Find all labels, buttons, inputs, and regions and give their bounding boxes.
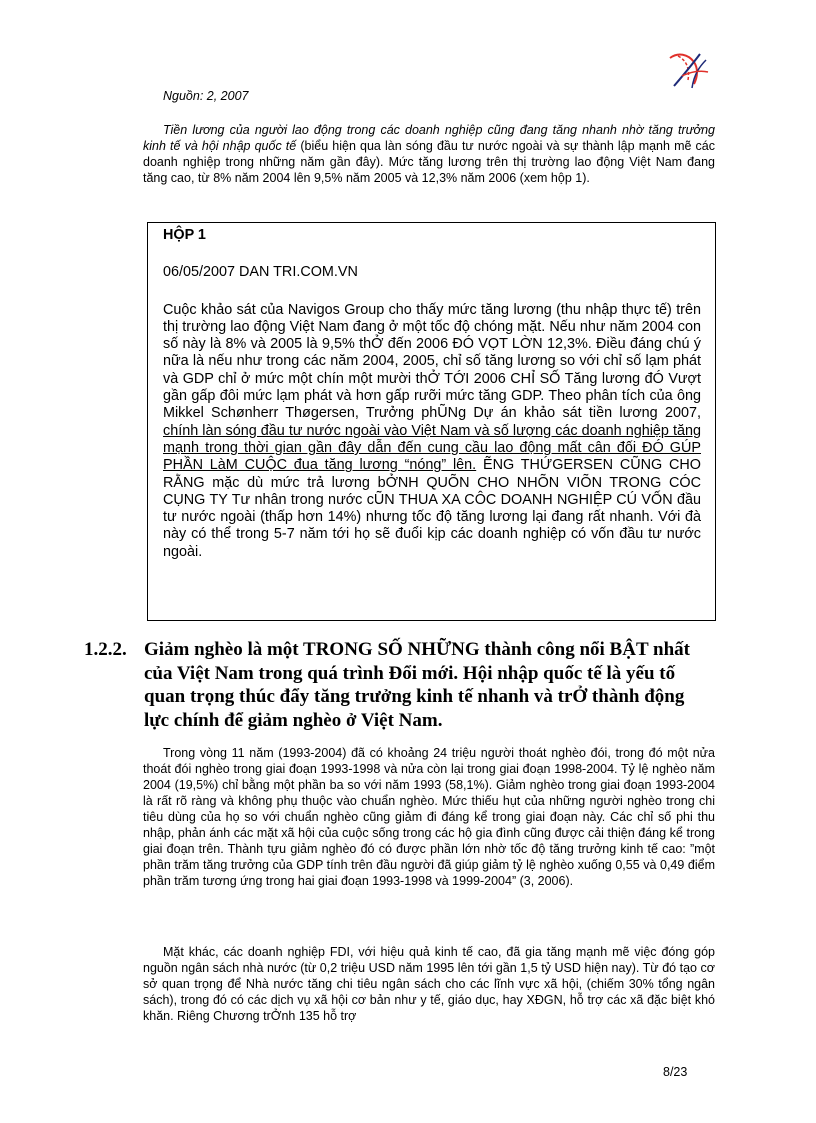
logo-icon xyxy=(664,50,712,92)
intro-rest: (biểu hiện qua làn sóng đầu tư nước ngoài và sự thành lập mạnh mẽ các doanh nghiệp trong những năm gần đây). Mức tăng lương trên thị trường lao động Việt Nam đang tăng cao, từ 8% năm 2004 lên 9,5% năm 2005 và 12,3% năm 2006 (xem hộp 1). xyxy=(143,139,715,185)
box-body xyxy=(163,302,701,561)
box-body-start: Cuộc khảo sát của Navigos Group cho thấy mức tăng lương (thu nhập thực tế) trên thị trường lao động Việt Nam đang ở một tốc độ chóng mặt. Nếu như năm 2004 con số này là 8% và 2005 là 9,5% thỞ đến 2006 ĐÓ VỌT LỜN 12,3%. Điều đáng chú ý nữa là nếu như trong các năm 2004, 2005, chỉ số tăng lương so với chỉ số lạm phát và GDP chỉ ở mức một chín một mười thỞ TỚI 2006 CHỈ SỐ Tăng lương đÓ Vượt gần gấp đôi mức lạm phát và hơn gấp rưỡi mức tăng GDP. Theo phân tích của ông Mikkel Schønherr Thøgersen, Trưởng phŨNg Dự án khảo sát tiền lương 2007, xyxy=(163,301,701,422)
body-paragraph-1: Trong vòng 11 năm (1993-2004) đã có khoảng 24 triệu người thoát nghèo đói, trong đó một nửa thoát đói nghèo trong giai đoạn 1993-1998 và nửa còn lại trong giai đoạn 1998-2004. Tỷ lệ nghèo năm 2004 (19,5%) chỉ bằng một phần ba so với năm 1993 (58,1%). Giảm nghèo trong giai đoạn 1993-2004 là rất rõ ràng và không phụ thuộc vào chuẩn nghèo. Mức thiếu hụt của những người nghèo trong chi tiêu dùng của họ so với chuẩn nghèo cũng giảm đi đáng kể trong giai đoạn này. Các chỉ số phi thu nhập, phản ánh các mặt xã hội của cuộc sống trong các hộ gia đình cũng được cải thiện đáng kể trong giai đoạn trên. Thành tựu giảm nghèo đó có được phần lớn nhờ tốc độ tăng trưởng kinh tế cao: ”một phần trăm tăng trưởng của GDP tính trên đầu người đã giúp giảm tỷ lệ nghèo xuống 0,55 và 0,49 điểm phần trăm tương ứng trong hai giai đoạn 1993-1998 và 1999-2004” (3, 2006). xyxy=(143,746,715,888)
box-body-underlined: chính làn sóng đầu tư nước ngoài vào Việt Nam và số lượng các doanh nghiệp tăng mạnh trong thời gian gần đây dẫn đến cung cầu lao động mất cân đối ĐÓ GÚP PHẦN LàM CUỘC đua tăng lương “nóng” lên. xyxy=(163,422,701,474)
section-heading xyxy=(84,638,719,732)
heading-line-4: lực chính để giảm nghèo ở Việt Nam. xyxy=(144,709,443,731)
intro-italic: Tiền lương của người lao động trong các doanh nghiệp cũng đang tăng nhanh nhờ tăng trưởng kinh tế và hội nhập quốc tế xyxy=(143,123,715,153)
intro-paragraph xyxy=(143,122,715,186)
source-citation: Nguồn: 2, 2007 xyxy=(163,89,249,103)
heading-line-3: quan trọng thúc đẩy tăng trưởng kinh tế nhanh và trỞ thành động xyxy=(144,686,685,708)
box-date: 06/05/2007 DAN TRI.COM.VN xyxy=(163,264,358,281)
box-body-end: ẼNG THỨGERSEN CŨNG CHO RẰNG mặc dù mức trả lương bỞNH QUÕN CHO NHÕN VIÕN TRONG CÓC CỤNG TY Tư nhân trong nước cŨN THUA XA CÔC DOANH NGHIỆP CÚ VỐN đầu tư nước ngoài (thấp hơn 14%) nhưng tốc độ tăng lương lại đang rất nhanh. Với đà này có thể trong 5-7 năm tới họ sẽ đuổi kịp các doanh nghiệp có vốn đầu tư nước ngoài. xyxy=(163,457,701,560)
body-paragraph-2: Mặt khác, các doanh nghiệp FDI, với hiệu quả kinh tế cao, đã gia tăng mạnh mẽ việc đóng góp nguồn ngân sách nhà nước (từ 0,2 triệu USD năm 1995 lên tới gần 1,5 tỷ USD hiện nay). Từ đó tạo cơ sở quan trọng để Nhà nước tăng chi tiêu ngân sách cho các lĩnh vực xã hội, (chiếm 30% tổng ngân sách), trong đó có các dịch vụ xã hội cơ bản như y tế, giáo dục, hay XĐGN, hỗ trợ các xã đặc biệt khó khăn. Riêng Chương trỞnh 135 hỗ trợ xyxy=(143,945,715,1023)
section-number: 1.2.2. xyxy=(84,639,127,660)
heading-line-2: của Việt Nam trong quá trình Đổi mới. Hội nhập quốc tế là yếu tố xyxy=(144,662,676,684)
heading-line-1: Giảm nghèo là một TRONG SỐ NHỮNG thành công nổi BẬT nhất xyxy=(144,639,690,660)
box-1 xyxy=(147,222,716,621)
box-title: HỘP 1 xyxy=(163,227,206,243)
page-number: 8/23 xyxy=(663,1065,688,1079)
